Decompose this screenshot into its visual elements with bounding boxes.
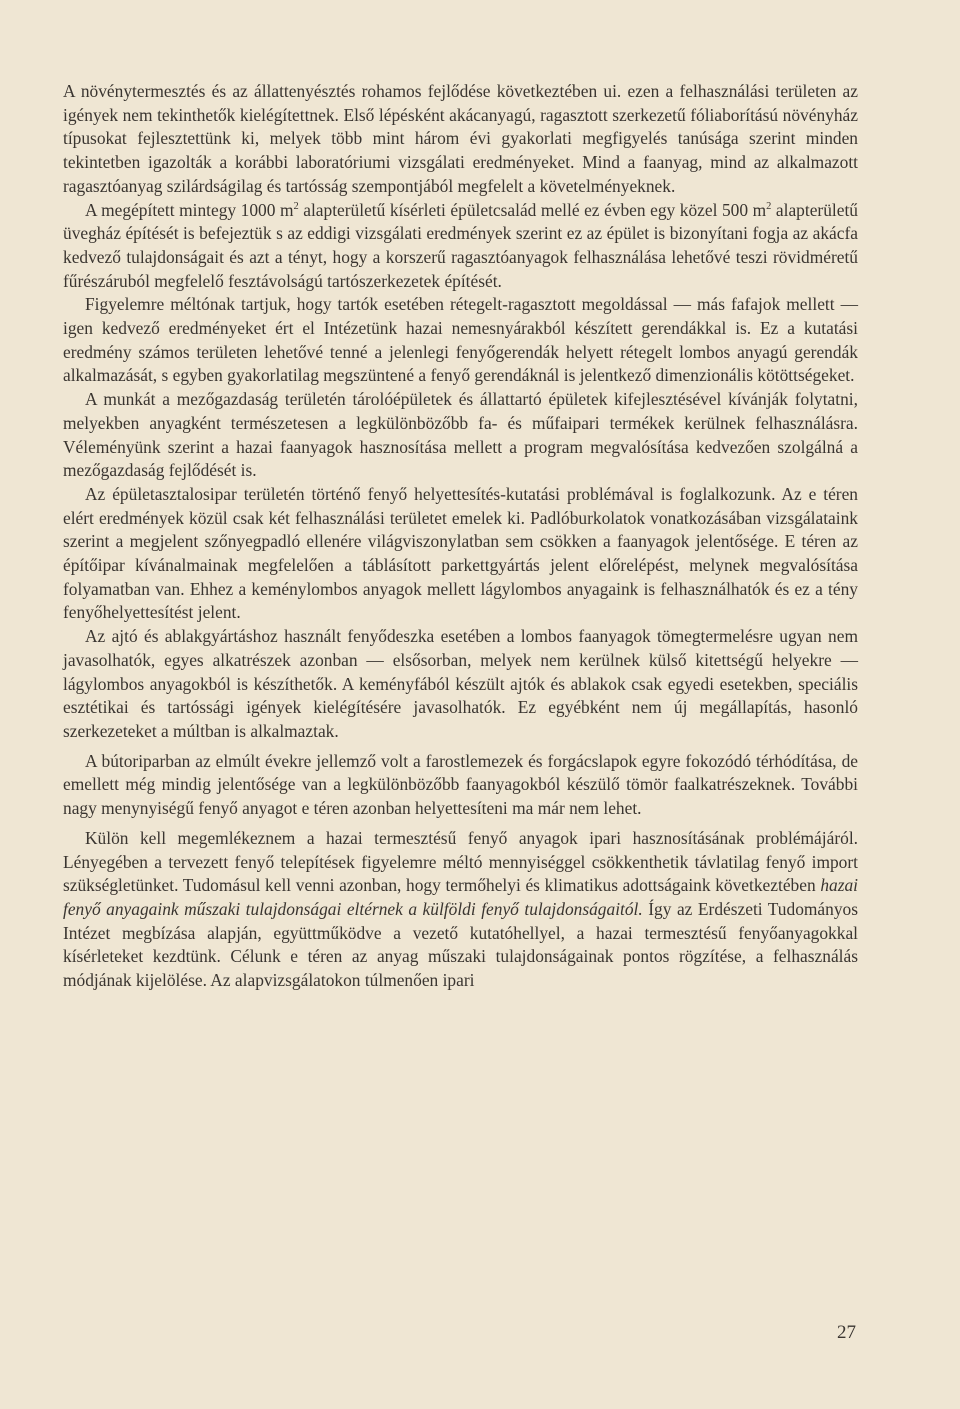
text-run: alapterületű kísérleti épületcsalád mellé ez évben egy közel 500 m: [298, 199, 767, 220]
text-run: Külön kell megemlékeznem a hazai termesztésű fenyő anyagok ipari hasznosításának problémájáról. Lényegében a tervezett fenyő telepítések figyelemre méltó mennyiséggel csökkenthetik távlatilag fenyő import szükségletünket. Tudomásul kell venni azonban, hogy termőhelyi és klimatikus adottságaink következtében: [63, 827, 858, 896]
page-body: [63, 80, 858, 993]
text-run: A növénytermesztés és az állattenyésztés rohamos fejlődése következtében ui. ezen a felhasználási területen az igények nem tekinthetők kielégítettnek. Első lépésként akácanyagú, ragasztott szerkezetű fóliaborítású növényház típusokat fejlesztettünk ki, melyek több mint három évi gyakorlati megfigyelés tanúsága szerint minden tekintetben igazolták a korábbi laboratóriumi vizsgálati eredményeket. Mind a faanyag, mind az alkalmazott ragasztóanyag szilárdságilag és tartósság szempontjából megfelelt a követelményeknek.: [63, 81, 858, 196]
paragraph: [63, 80, 858, 199]
text-run: Az épületasztalosipar területén történő fenyő helyettesítés-kutatási problémával is foglalkozunk. Az e téren elért eredmények közül csak két felhasználási területet emelek ki. Padlóburkolatok vonatkozásában vizsgálataink szerint a megjelent szőnyegpadló ellenére világviszonylatban sem csökken a faanyagok jelentősége. E téren az építőipar kívánalmainak megfelelően a táblásított parkettgyártás jelent előrelépést, melynek megvalósítása folyamatban van. Ehhez a keménylombos anyagok mellett lágylombos anyagaink is felhasználhatók és ez a tény fenyőhelyettesítést jelent.: [63, 483, 858, 623]
paragraph: [63, 483, 858, 625]
text-run: A megépített mintegy 1000 m: [85, 199, 294, 220]
italic-text: hazai fenyő anyagaink műszaki tulajdonságai eltérnek a külföldi fenyő tulajdonságaitól.: [63, 875, 858, 919]
paragraph: [63, 827, 858, 993]
superscript: 2: [293, 200, 299, 212]
text-run: Így az Erdészeti Tudományos Intézet megbízása alapján, együttműködve a vezető kutatóhellyel, a hazai termesztésű fenyőanyagokkal kísérleteket kezdtünk. Célunk e téren az anyag műszaki tulajdonságainak pontos rögzítése, a felhasználás módjának kijelölése. Az alapvizsgálatokon túlmenően ipari: [63, 898, 858, 991]
text-run: alapterületű üvegház építését is befejeztük s az eddigi vizsgálati eredmények szerint ez az épület is bizonyítani fogja az akácfa kedvező tulajdonságait és azt a tényt, hogy a korszerű ragasztóanyagok felhasználása lehetővé teszi rövidméretű fűrészáruból megfelelő fesztávolságú tartószerkezetek építését.: [63, 199, 858, 291]
text-run: A bútoriparban az elmúlt évekre jellemző volt a farostlemezek és forgácslapok egyre fokozódó térhódítása, de emellett még mindig jelentősége van a legkülönbözőbb faanyagokból készülő tömör faalkatrészeknek. További nagy menynyiségű fenyő anyagot e téren azonban helyettesíteni ma már nem lehet.: [63, 750, 858, 819]
page-number: 27: [837, 1322, 856, 1343]
text-run: Az ajtó és ablakgyártáshoz használt fenyődeszka esetében a lombos faanyagok tömegtermelésre ugyan nem javasolhatók, egyes alkatrészek azonban — elsősorban, melyek nem kerülnek külső kitettségű helyekre — lágylombos anyagokból is készíthetők. A keményfából készült ajtók és ablakok csak egyedi esetekben, speciális esztétikai és tartóssági igények kielégítésére javasolhatók. Ez egyébként nem új megállapítás, hasonló szerkezeteket a múltban is alkalmaztak.: [63, 626, 858, 741]
superscript: 2: [766, 200, 772, 212]
paragraph: [63, 750, 858, 821]
text-run: Figyelemre méltónak tartjuk, hogy tartók esetében rétegelt-ragasztott megoldással — más fafajok mellett — igen kedvező eredményeket ért el Intézetünk hazai nemesnyárakból készített gerendákkal is. Ez a kutatási eredmény számos területen lehetővé tenné a jelenlegi fenyőgerendák helyett rétegelt lombos anyagú gerendák alkalmazását, s egyben gyakorlatilag megszüntené a fenyő gerendáknál is jelentkező dimenzionális kötöttségeket.: [63, 294, 858, 386]
paragraph: [63, 388, 858, 483]
text-run: A munkát a mezőgazdaság területén tárolóépületek és állattartó épületek kifejlesztésével kívánják folytatni, melyekben anyagként természetesen a legkülönbözőbb fa- és műfaipari termékek kerülnek felhasználásra. Véleményünk szerint a hazai faanyagok hasznosítása mellett a program megvalósítása kedvezően szolgálná a mezőgazdaság fejlődését is.: [63, 389, 858, 481]
paragraph: [63, 625, 858, 744]
paragraph: [63, 293, 858, 388]
paragraph: [63, 199, 858, 294]
